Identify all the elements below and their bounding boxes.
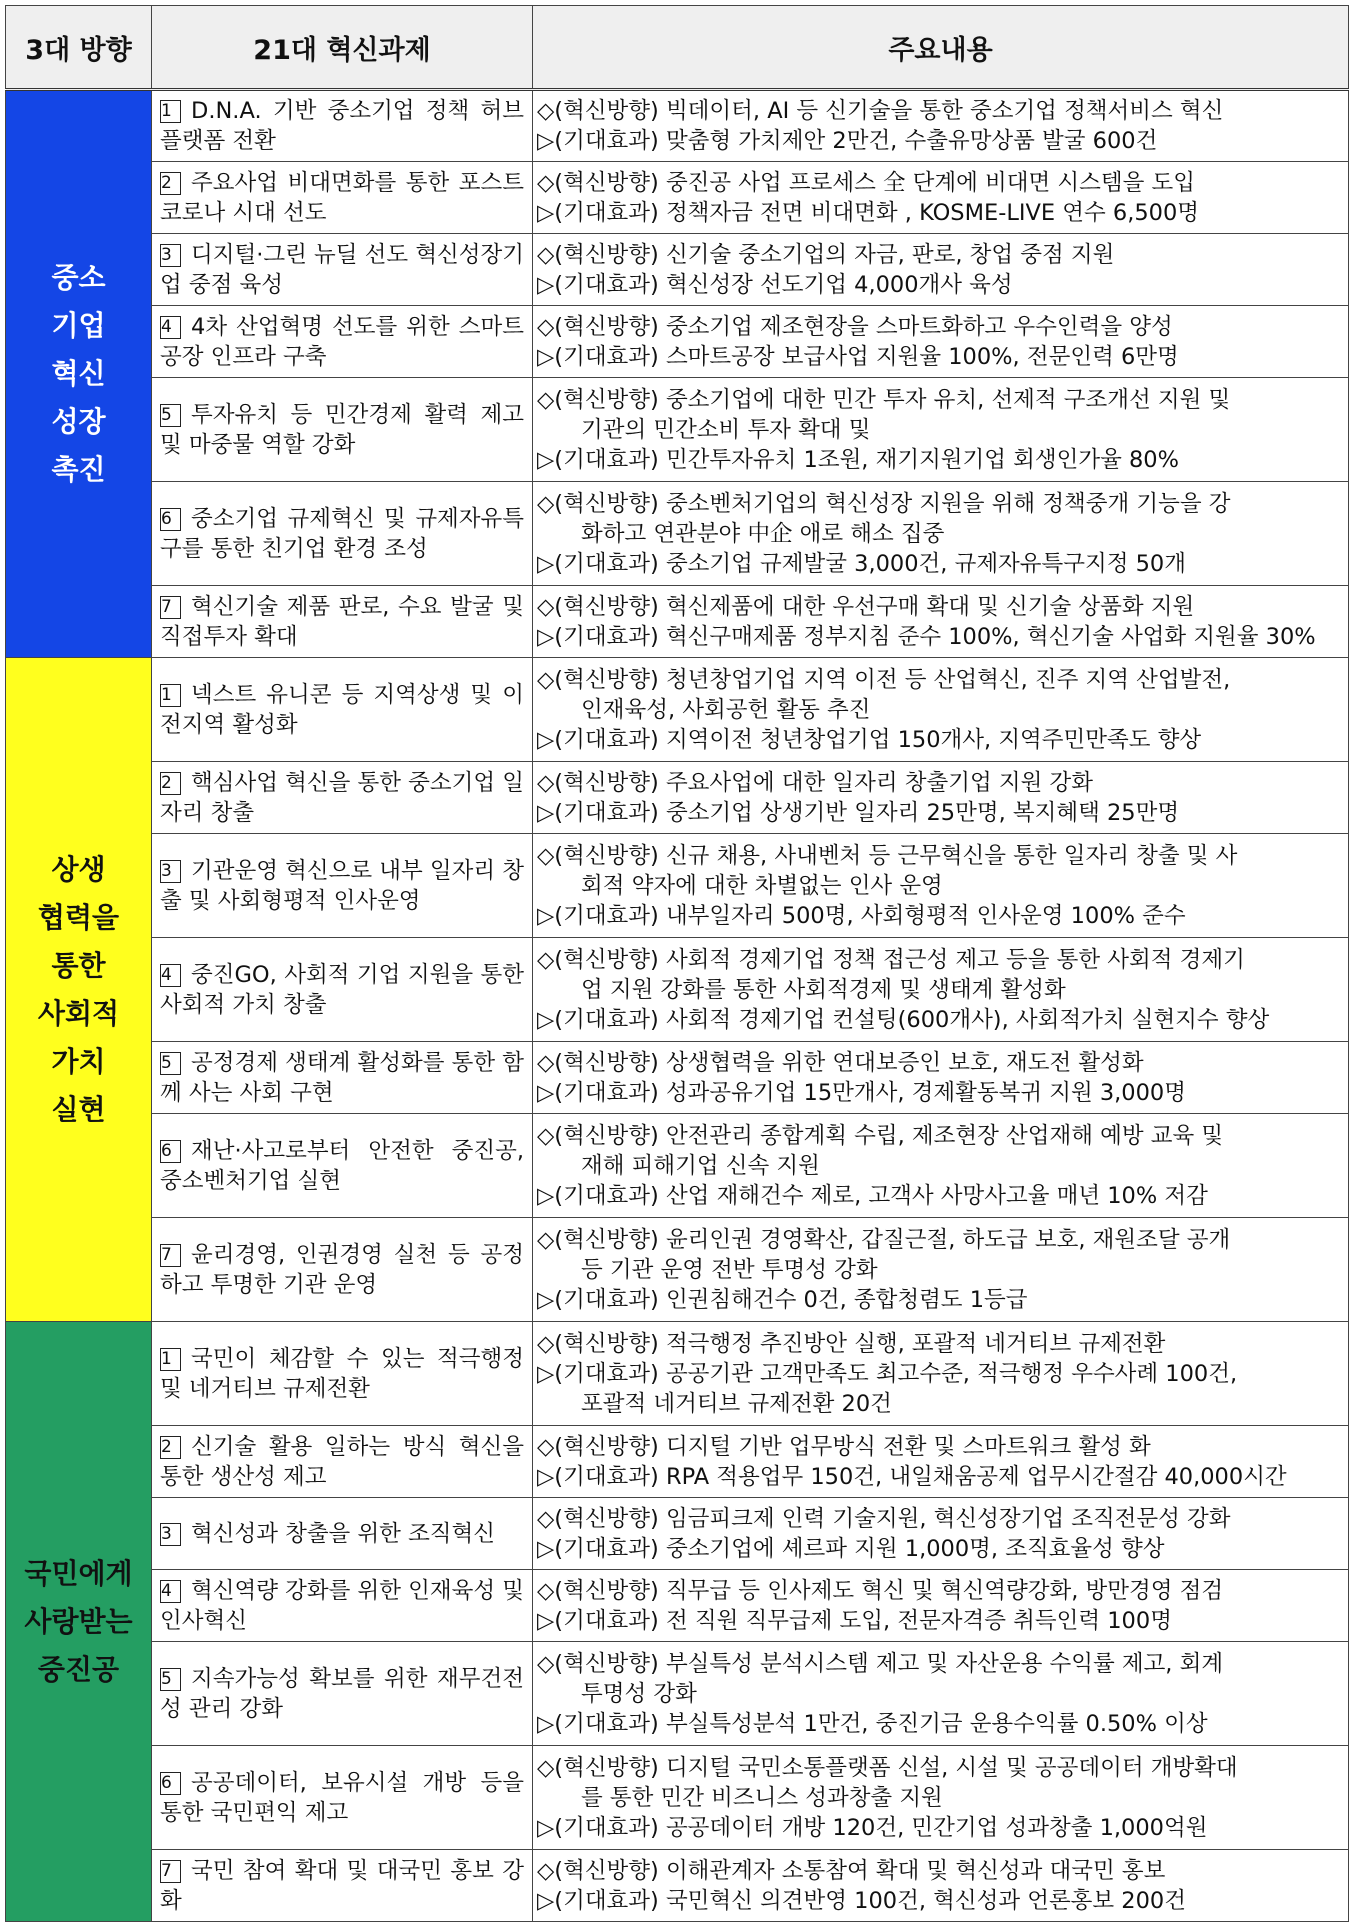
content-cell	[533, 1642, 1349, 1746]
innovation-direction-line: ◇(혁신방향) 중소기업 제조현장을 스마트화하고 우수인력을 양성	[537, 313, 1173, 340]
innovation-direction-line: ◇(혁신방향) 안전관리 종합계획 수립, 제조현장 산업재해 예방 교육 및	[537, 1122, 1224, 1149]
expected-effect-line: ▷(기대효과) 사회적 경제기업 컨설팅(600개사), 사회적가치 실현지수 향상	[537, 1006, 1270, 1033]
task-cell	[152, 90, 533, 162]
header-direction: 3대 방향	[6, 6, 152, 90]
direction-category-1	[6, 90, 152, 658]
task-title: D.N.A. 기반 중소기업 정책 허브 플랫폼 전환	[160, 98, 524, 154]
expected-effect-line: ▷(기대효과) 지역이전 청년창업기업 150개사, 지역주민만족도 향상	[537, 726, 1202, 753]
expected-effect-line: ▷(기대효과) 성과공유기업 15만개사, 경제활동복귀 지원 3,000명	[537, 1079, 1186, 1106]
task-number-box: 3	[160, 1523, 181, 1546]
innovation-direction-line: ◇(혁신방향) 신규 채용, 사내벤처 등 근무혁신을 통한 일자리 창출 및 사	[537, 842, 1238, 869]
expected-effect-line: ▷(기대효과) RPA 적용업무 150건, 내일채움공제 업무시간절감 40,000시간	[537, 1463, 1287, 1490]
task-number-box: 6	[160, 1140, 181, 1163]
table-row	[6, 1426, 1349, 1498]
content-cell	[533, 306, 1349, 378]
task-title: 중진GO, 사회적 기업 지원을 통한 사회적 가치 창출	[160, 961, 524, 1018]
innovation-direction-line: ◇(혁신방향) 디지털 기반 업무방식 전환 및 스마트워크 활성 화	[537, 1433, 1151, 1460]
direction-label-line: 사회적	[37, 996, 120, 1030]
task-cell	[152, 482, 533, 586]
innovation-direction-line: ◇(혁신방향) 주요사업에 대한 일자리 창출기업 지원 강화	[537, 769, 1093, 796]
content-continuation-line: 포괄적 네거티브 규제전환 20건	[581, 1390, 892, 1417]
task-number-box: 5	[160, 1052, 181, 1075]
direction-category-3	[6, 1322, 152, 1922]
innovation-direction-line: ◇(혁신방향) 혁신제품에 대한 우선구매 확대 및 신기술 상품화 지원	[537, 593, 1195, 620]
task-title: 주요사업 비대면화를 통한 포스트 코로나 시대 선도	[160, 169, 524, 226]
expected-effect-line: ▷(기대효과) 내부일자리 500명, 사회형평적 인사운영 100% 준수	[537, 902, 1186, 929]
content-continuation-line: 등 기관 운영 전반 투명성 강화	[581, 1256, 878, 1283]
direction-label-line: 협력을	[37, 900, 120, 934]
task-cell	[152, 1746, 533, 1850]
task-title: 신기술 활용 일하는 방식 혁신을 통한 생산성 제고	[160, 1433, 524, 1490]
task-cell	[152, 938, 533, 1042]
content-cell	[533, 834, 1349, 938]
task-cell	[152, 762, 533, 834]
direction-label-line: 통한	[51, 948, 106, 982]
task-title: 혁신역량 강화를 위한 인재육성 및 인사혁신	[160, 1577, 524, 1634]
content-continuation-line: 기관의 민간소비 투자 확대 및	[581, 416, 871, 443]
task-title: 국민 참여 확대 및 대국민 홍보 강화	[160, 1857, 524, 1914]
task-number-box: 3	[160, 244, 181, 267]
expected-effect-line: ▷(기대효과) 부실특성분석 1만건, 중진기금 운용수익률 0.50% 이상	[537, 1710, 1208, 1737]
table-row	[6, 762, 1349, 834]
table-body	[6, 90, 1349, 1922]
table-row	[6, 1218, 1349, 1322]
content-cell	[533, 482, 1349, 586]
table-row	[6, 1570, 1349, 1642]
direction-label-line: 성장	[51, 405, 106, 438]
table-row	[6, 938, 1349, 1042]
content-cell	[533, 1498, 1349, 1570]
innovation-direction-line: ◇(혁신방향) 윤리인권 경영확산, 갑질근절, 하도급 보호, 재원조달 공개	[537, 1226, 1231, 1253]
expected-effect-line: ▷(기대효과) 중소기업 규제발굴 3,000건, 규제자유특구지정 50개	[537, 550, 1186, 577]
table-row	[6, 658, 1349, 762]
innovation-direction-line: ◇(혁신방향) 신기술 중소기업의 자금, 판로, 창업 중점 지원	[537, 241, 1115, 268]
task-number-box: 3	[160, 860, 181, 883]
content-continuation-line: 재해 피해기업 신속 지원	[581, 1152, 820, 1179]
direction-label-line: 사랑받는	[24, 1604, 133, 1638]
content-cell	[533, 1426, 1349, 1498]
content-cell	[533, 378, 1349, 482]
table-row	[6, 1642, 1349, 1746]
task-title: 지속가능성 확보를 위한 재무건전성 관리 강화	[160, 1665, 524, 1722]
task-cell	[152, 306, 533, 378]
task-title: 혁신기술 제품 판로, 수요 발굴 및 직접투자 확대	[160, 593, 524, 650]
table-header-row	[6, 6, 1349, 90]
innovation-direction-line: ◇(혁신방향) 부실특성 분석시스템 제고 및 자산운용 수익률 제고, 회계	[537, 1650, 1224, 1677]
content-cell	[533, 762, 1349, 834]
content-continuation-line: 를 통한 민간 비즈니스 성과창출 지원	[581, 1784, 943, 1811]
content-cell	[533, 234, 1349, 306]
innovation-direction-line: ◇(혁신방향) 청년창업기업 지역 이전 등 산업혁신, 진주 지역 산업발전,	[537, 666, 1231, 693]
task-title: 투자유치 등 민간경제 활력 제고 및 마중물 역할 강화	[160, 401, 524, 458]
innovation-tasks-table	[5, 5, 1349, 1922]
task-number-box: 7	[160, 596, 181, 619]
task-title: 공정경제 생태계 활성화를 통한 함께 사는 사회 구현	[160, 1049, 524, 1106]
task-number-box: 7	[160, 1244, 181, 1267]
expected-effect-line: ▷(기대효과) 중소기업 상생기반 일자리 25만명, 복지혜택 25만명	[537, 799, 1180, 826]
direction-label-line: 실현	[51, 1092, 106, 1126]
task-number-box: 6	[160, 508, 181, 531]
innovation-direction-line: ◇(혁신방향) 임금피크제 인력 기술지원, 혁신성장기업 조직전문성 강화	[537, 1505, 1231, 1532]
task-number-box: 1	[160, 1348, 181, 1371]
direction-label-line: 가치	[51, 1044, 106, 1078]
content-cell	[533, 1218, 1349, 1322]
expected-effect-line: ▷(기대효과) 혁신성장 선도기업 4,000개사 육성	[537, 271, 1013, 298]
task-cell	[152, 234, 533, 306]
task-title: 혁신성과 창출을 위한 조직혁신	[191, 1520, 496, 1547]
task-number-box: 4	[160, 964, 181, 987]
direction-label-line: 상생	[51, 852, 106, 886]
task-cell	[152, 162, 533, 234]
table-row	[6, 90, 1349, 162]
task-title: 중소기업 규제혁신 및 규제자유특구를 통한 친기업 환경 조성	[160, 505, 524, 562]
table-row	[6, 378, 1349, 482]
task-cell	[152, 1850, 533, 1922]
content-continuation-line: 업 지원 강화를 통한 사회적경제 및 생태계 활성화	[581, 976, 1066, 1003]
task-cell	[152, 1114, 533, 1218]
table-row	[6, 1850, 1349, 1922]
task-title: 4차 산업혁명 선도를 위한 스마트공장 인프라 구축	[160, 313, 524, 370]
expected-effect-line: ▷(기대효과) 산업 재해건수 제로, 고객사 사망사고율 매년 10% 저감	[537, 1182, 1208, 1209]
innovation-direction-line: ◇(혁신방향) 중소기업에 대한 민간 투자 유치, 선제적 구조개선 지원 및	[537, 386, 1231, 413]
task-number-box: 6	[160, 1772, 181, 1795]
table-row	[6, 1322, 1349, 1426]
task-number-box: 5	[160, 404, 181, 427]
content-cell	[533, 938, 1349, 1042]
task-title: 윤리경영, 인권경영 실천 등 공정하고 투명한 기관 운영	[160, 1241, 524, 1298]
expected-effect-line: ▷(기대효과) 공공데이터 개방 120건, 민간기업 성과창출 1,000억원	[537, 1814, 1208, 1841]
innovation-direction-line: ◇(혁신방향) 직무급 등 인사제도 혁신 및 혁신역량강화, 방만경영 점검	[537, 1577, 1224, 1604]
content-cell	[533, 658, 1349, 762]
content-continuation-line: 화하고 연관분야 中企 애로 해소 집중	[581, 520, 945, 547]
content-continuation-line: 투명성 강화	[581, 1680, 697, 1707]
table-row	[6, 834, 1349, 938]
task-cell	[152, 378, 533, 482]
innovation-direction-line: ◇(혁신방향) 상생협력을 위한 연대보증인 보호, 재도전 활성화	[537, 1049, 1144, 1076]
task-number-box: 1	[160, 100, 181, 123]
task-cell	[152, 1642, 533, 1746]
innovation-direction-line: ◇(혁신방향) 사회적 경제기업 정책 접근성 제고 등을 통한 사회적 경제기	[537, 946, 1245, 973]
expected-effect-line: ▷(기대효과) 국민혁신 의견반영 100건, 혁신성과 언론홍보 200건	[537, 1887, 1186, 1914]
innovation-direction-line: ◇(혁신방향) 중소벤처기업의 혁신성장 지원을 위해 정책중개 기능을 강	[537, 490, 1231, 517]
content-cell	[533, 162, 1349, 234]
content-continuation-line: 회적 약자에 대한 차별없는 인사 운영	[581, 872, 943, 899]
task-cell	[152, 1570, 533, 1642]
task-cell	[152, 1426, 533, 1498]
task-number-box: 7	[160, 1860, 181, 1883]
table-row	[6, 1114, 1349, 1218]
task-title: 국민이 체감할 수 있는 적극행정 및 네거티브 규제전환	[160, 1345, 524, 1402]
expected-effect-line: ▷(기대효과) 스마트공장 보급사업 지원율 100%, 전문인력 6만명	[537, 343, 1179, 370]
content-continuation-line: 인재육성, 사회공헌 활동 추진	[581, 696, 871, 723]
task-number-box: 4	[160, 1580, 181, 1603]
expected-effect-line: ▷(기대효과) 맞춤형 가치제안 2만건, 수출유망상품 발굴 600건	[537, 128, 1158, 154]
table-row	[6, 586, 1349, 658]
expected-effect-line: ▷(기대효과) 중소기업에 셰르파 지원 1,000명, 조직효율성 향상	[537, 1535, 1165, 1562]
task-number-box: 2	[160, 772, 181, 795]
direction-label-line: 중소	[51, 261, 106, 294]
expected-effect-line: ▷(기대효과) 전 직원 직무급제 도입, 전문자격증 취득인력 100명	[537, 1607, 1172, 1634]
table-row	[6, 306, 1349, 378]
table-row	[6, 1498, 1349, 1570]
task-number-box: 1	[160, 684, 181, 707]
task-title: 디지털·그린 뉴딜 선도 혁신성장기업 중점 육성	[160, 241, 524, 298]
innovation-direction-line: ◇(혁신방향) 적극행정 추진방안 실행, 포괄적 네거티브 규제전환	[537, 1330, 1166, 1357]
task-title: 핵심사업 혁신을 통한 중소기업 일자리 창출	[160, 769, 524, 826]
task-number-box: 5	[160, 1668, 181, 1691]
content-cell	[533, 1570, 1349, 1642]
innovation-direction-line: ◇(혁신방향) 빅데이터, AI 등 신기술을 통한 중소기업 정책서비스 혁신	[537, 98, 1224, 124]
direction-label-line: 국민에게	[24, 1556, 133, 1590]
task-cell	[152, 1322, 533, 1426]
content-cell	[533, 90, 1349, 162]
content-cell	[533, 1850, 1349, 1922]
direction-label-line: 기업	[51, 309, 106, 342]
task-number-box: 2	[160, 1436, 181, 1459]
expected-effect-line: ▷(기대효과) 혁신구매제품 정부지침 준수 100%, 혁신기술 사업화 지원율 30%	[537, 623, 1316, 650]
task-cell	[152, 1498, 533, 1570]
expected-effect-line: ▷(기대효과) 정책자금 전면 비대면화 , KOSME-LIVE 연수 6,500명	[537, 199, 1200, 226]
expected-effect-line: ▷(기대효과) 민간투자유치 1조원, 재기지원기업 회생인가율 80%	[537, 446, 1180, 473]
table-row	[6, 482, 1349, 586]
table-row	[6, 1042, 1349, 1114]
expected-effect-line: ▷(기대효과) 공공기관 고객만족도 최고수준, 적극행정 우수사례 100건,	[537, 1360, 1238, 1387]
table-row	[6, 234, 1349, 306]
task-cell	[152, 1218, 533, 1322]
task-cell	[152, 1042, 533, 1114]
task-title: 기관운영 혁신으로 내부 일자리 창출 및 사회형평적 인사운영	[160, 857, 524, 914]
task-cell	[152, 658, 533, 762]
direction-label-line: 혁신	[51, 357, 106, 390]
content-cell	[533, 1042, 1349, 1114]
task-number-box: 2	[160, 172, 181, 195]
innovation-direction-line: ◇(혁신방향) 이해관계자 소통참여 확대 및 혁신성과 대국민 홍보	[537, 1857, 1166, 1884]
table-row	[6, 162, 1349, 234]
header-content: 주요내용	[533, 6, 1349, 90]
task-number-box: 4	[160, 316, 181, 339]
innovation-direction-line: ◇(혁신방향) 디지털 국민소통플랫폼 신설, 시설 및 공공데이터 개방확대	[537, 1754, 1238, 1781]
content-cell	[533, 586, 1349, 658]
task-title: 공공데이터, 보유시설 개방 등을 통한 국민편익 제고	[160, 1769, 524, 1826]
content-cell	[533, 1322, 1349, 1426]
content-cell	[533, 1114, 1349, 1218]
task-title: 재난·사고로부터 안전한 중진공, 중소벤처기업 실현	[160, 1137, 524, 1194]
task-title: 넥스트 유니콘 등 지역상생 및 이전지역 활성화	[160, 681, 524, 738]
table-row	[6, 1746, 1349, 1850]
innovation-direction-line: ◇(혁신방향) 중진공 사업 프로세스 全 단계에 비대면 시스템을 도입	[537, 169, 1195, 196]
header-tasks: 21대 혁신과제	[152, 6, 533, 90]
task-cell	[152, 586, 533, 658]
content-cell	[533, 1746, 1349, 1850]
direction-label-line: 중진공	[37, 1652, 120, 1686]
expected-effect-line: ▷(기대효과) 인권침해건수 0건, 종합청렴도 1등급	[537, 1286, 1028, 1313]
direction-category-2	[6, 658, 152, 1322]
direction-label-line: 촉진	[51, 453, 106, 486]
task-cell	[152, 834, 533, 938]
